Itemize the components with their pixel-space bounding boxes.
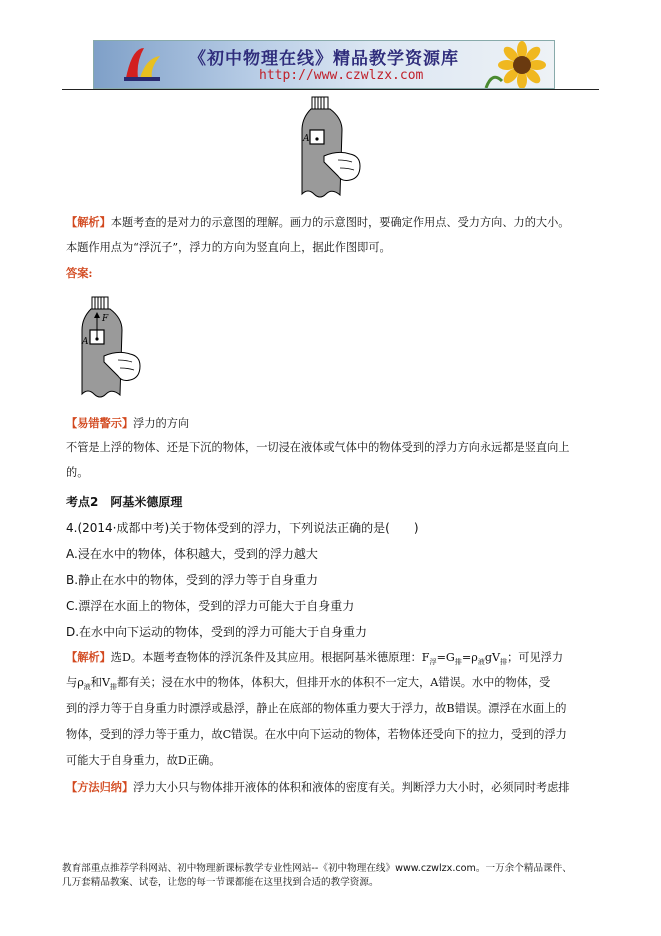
footer-line-1: 教育部重点推荐学科网站、初中物理新课标教学专业性网站--《初中物理在线》www.czwlzx.com。一万余个精品课件、 bbox=[62, 863, 572, 874]
analysis-2-line-1: 【解析】选D。本题考查物体的浮沉条件及其应用。根据阿基米德原理：$F_浮=G_排=\rho_液gV_排$；可见浮力 bbox=[66, 650, 564, 667]
header-divider bbox=[62, 89, 599, 90]
label-a-1: A bbox=[303, 134, 310, 144]
method-tag: 【方法归纳】 bbox=[66, 780, 134, 794]
header-url[interactable]: http://www.czwlzx.com bbox=[259, 68, 424, 83]
site-logo-icon bbox=[122, 44, 166, 84]
warning-tag: 【易错警示】 bbox=[66, 416, 134, 430]
bottle-figure-2 bbox=[74, 296, 144, 402]
warning-line bbox=[66, 416, 596, 431]
analysis-tag: 【解析】 bbox=[66, 215, 111, 229]
option-a: A.浸在水中的物体，体积越大，受到的浮力越大 bbox=[66, 547, 318, 561]
section-heading: 考点2 阿基米德原理 bbox=[66, 495, 183, 509]
analysis-2-line-3: 到的浮力等于自身重力时漂浮或悬浮，静止在底部的物体重力要大于浮力，故B错误。漂浮在水面上的 bbox=[66, 702, 567, 715]
label-a-2: A bbox=[82, 337, 89, 347]
label-f: F bbox=[102, 314, 109, 324]
analysis-1-line-2: 本题作用点为“浮沉子”，浮力的方向为竖直向上，据此作图即可。 bbox=[66, 241, 391, 254]
analysis-2-line-4: 物体，受到的浮力等于重力，故C错误。在水中向下运动的物体，若物体还受向下的拉力，受到的浮力 bbox=[66, 728, 567, 741]
analysis-1-line-1: 【解析】本题考查的是对力的示意图的理解。画力的示意图时，要确定作用点、受力方向、力的大小。 bbox=[66, 215, 570, 229]
sunflower-icon bbox=[482, 41, 552, 88]
bottle-figure-1 bbox=[294, 96, 364, 202]
analysis-2-line-2: 与$\rho_液$和$V_排$都有关；浸在水中的物体，体积大，但排开水的体积不一定大，A错误。水中的物体，受 bbox=[66, 676, 551, 692]
method-line: 【方法归纳】浮力大小只与物体排开液体的体积和液体的密度有关。判断浮力大小时，必须同时考虑排 bbox=[66, 780, 570, 794]
option-d: D.在水中向下运动的物体，受到的浮力可能大于自身重力 bbox=[66, 625, 368, 639]
option-b: B.静止在水中的物体，受到的浮力等于自身重力 bbox=[66, 573, 319, 587]
answer-label: 答案: bbox=[66, 266, 93, 280]
header-banner bbox=[93, 40, 555, 89]
header-title: 《初中物理在线》精品教学资源库 bbox=[189, 49, 459, 69]
question-stem: 4.(2014·成都中考)关于物体受到的浮力，下列说法正确的是( ) bbox=[66, 521, 419, 535]
warning-body-1: 不管是上浮的物体、还是下沉的物体，一切浸在液体或气体中的物体受到的浮力方向永远都是竖直向上 bbox=[66, 441, 570, 454]
footer-line-2: 几万套精品教案、试卷，让您的每一节课都能在这里找到合适的教学资源。 bbox=[62, 877, 379, 888]
warning-title: 浮力的方向 bbox=[133, 417, 190, 430]
warning-body-2: 的。 bbox=[66, 466, 89, 479]
analysis-2-line-5: 可能大于自身重力，故D正确。 bbox=[66, 754, 221, 767]
option-c: C.漂浮在水面上的物体，受到的浮力可能大于自身重力 bbox=[66, 599, 355, 613]
